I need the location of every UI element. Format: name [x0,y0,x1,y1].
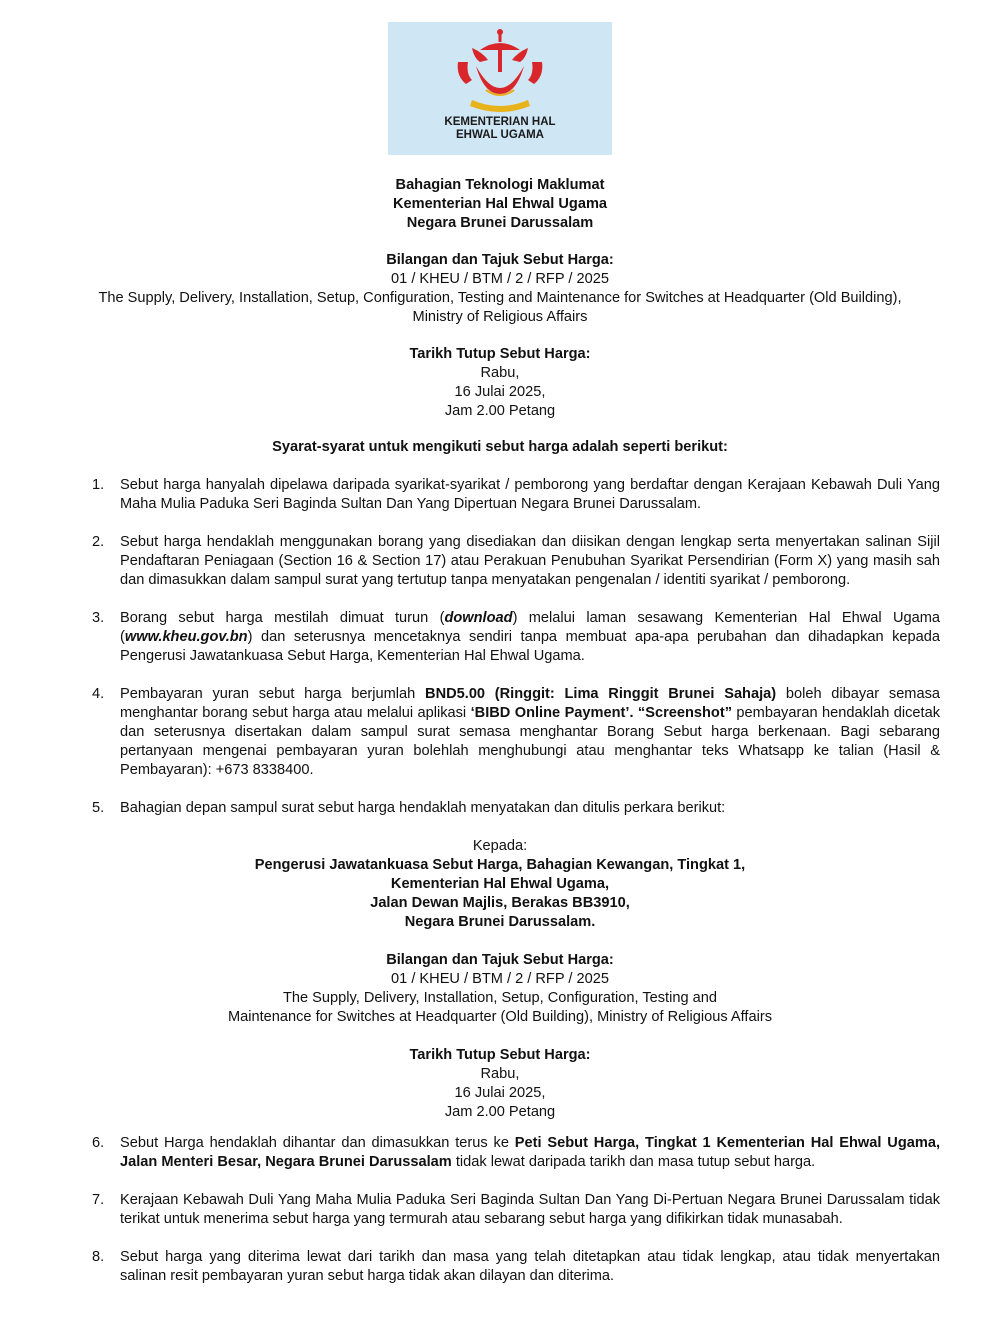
conditions-list [60,476,940,1286]
item-number: 4. [92,686,105,702]
item-text: Bahagian depan sampul surat sebut harga hendaklah menyatakan dan ditulis perkara berikut: [120,800,726,816]
item-number: 8. [92,1249,105,1265]
item-text: ) melalui laman sesawang Kementerian Hal Ehwal Ugama ( [120,610,940,645]
header-department: Bahagian Teknologi Maklumat [395,177,605,193]
item-text: tidak lewat daripada tarikh dan masa tutup sebut harga. [451,1154,816,1170]
item-text: Kerajaan Kebawah Duli Yang Maha Mulia Paduka Seri Baginda Sultan Dan Yang Di-Pertuan Negara Brunei Darussalam tidak terikat untuk menerima sebut harga yang termurah atau sebarang sebut harga yang difikirkan tidak munasabah. [120,1192,940,1227]
website-link[interactable]: www.kheu.gov.bn [124,629,248,645]
envelope-closing-date: 16 Julai 2025, [454,1085,546,1101]
list-item [60,1191,940,1229]
item-text: Sebut harga hendaklah menggunakan borang yang disediakan dan diisikan dengan lengkap serta menyertakan salinan Sijil Pendaftaran Peniagaan (Section 16 & Section 17) atau Perakuan Penubuhan Syarikat Persendirian (Form X) yang masih sah dan dimasukkan dalam sampul surat yang tertutup tanpa menyatakan pengenalan / identiti syarikat / pemborong. [120,534,940,588]
envelope-closing-time: Jam 2.00 Petang [444,1104,556,1120]
envelope-address-line2: Kementerian Hal Ehwal Ugama, [390,876,610,892]
header-ministry: Kementerian Hal Ehwal Ugama [392,196,608,212]
envelope-quotation-number: 01 / KHEU / BTM / 2 / RFP / 2025 [391,971,609,987]
ministry-logo [388,22,612,155]
item-text: ) dan seterusnya mencetaknya sendiri tanpa membuat apa-apa perubahan dan dihadapkan kepada Pengerusi Jawatankuasa Sebut Harga, Kementerian Hal Ehwal Ugama. [120,629,940,664]
logo-text-line2: EHWAL UGAMA [456,129,544,141]
item-text: pembayaran hendaklah dicetak dan seterusnya disertakan dalam sampul surat semasa menghantar Borang Sebut harga berkenaan. Bagi sebarang pertanyaan mengenai pembayaran yuran bolehlah menghubungi atau menghantar teks Whatsapp ke talian (Hasil & Pembayaran): +673 8338400. [120,705,940,778]
quotation-info [40,251,960,327]
list-item [60,533,940,590]
envelope-title-line1: The Supply, Delivery, Installation, Setup, Configuration, Testing and [282,990,717,1006]
list-item [60,799,940,818]
envelope-address-line1: Pengerusi Jawatankuasa Sebut Harga, Bahagian Kewangan, Tingkat 1, [254,857,746,873]
payment-app: ‘BIBD Online Payment’. “Screenshot” [470,705,733,721]
item-text: Borang sebut harga mestilah dimuat turun ( [120,610,445,626]
submission-box-location: Peti Sebut Harga, Tingkat 1 Kementerian Hal Ehwal Ugama, Jalan Menteri Besar, Negara Brunei Darussalam [120,1135,940,1170]
quotation-title-line2: Ministry of Religious Affairs [412,309,588,325]
closing-date: 16 Julai 2025, [454,384,546,400]
item-number: 6. [92,1135,105,1151]
item-text: Pembayaran yuran sebut harga berjumlah [120,686,426,702]
envelope-quotation-label: Bilangan dan Tajuk Sebut Harga: [386,952,614,968]
download-term: download [444,610,513,626]
item-text: boleh dibayar semasa menghantar borang sebut harga atau melalui aplikasi [120,686,940,721]
item-number: 1. [92,477,105,493]
envelope-kepada: Kepada: [472,838,528,854]
item-text: Sebut Harga hendaklah dihantar dan dimasukkan terus ke [120,1135,515,1151]
fee-amount: BND5.00 (Ringgit: Lima Ringgit Brunei Sahaja) [425,686,777,702]
item-text: Sebut harga yang diterima lewat dari tarikh dan masa yang telah ditetapkan atau tidak lengkap, atau tidak menyertakan salinan resit pembayaran yuran sebut harga tidak akan dilayan dan diterima. [120,1249,940,1284]
item-number: 2. [92,534,105,550]
item-number: 3. [92,610,105,626]
quotation-title-line1: The Supply, Delivery, Installation, Setup, Configuration, Testing and Maintenance for Switches at Headquarter (Old Building), [98,290,902,306]
envelope-address-line4: Negara Brunei Darussalam. [404,914,596,930]
item-number: 5. [92,800,105,816]
document-header [60,176,940,233]
list-item [60,476,940,514]
envelope-address [60,837,940,1122]
item-number: 7. [92,1192,105,1208]
logo-text-line1: KEMENTERIAN HAL [444,116,556,128]
header-country: Negara Brunei Darussalam [406,215,594,231]
envelope-address-line3: Jalan Dewan Majlis, Berakas BB3910, [370,895,630,911]
quotation-number: 01 / KHEU / BTM / 2 / RFP / 2025 [391,271,609,287]
envelope-closing-day: Rabu, [480,1066,520,1082]
list-item [60,685,940,780]
conditions-heading: Syarat-syarat untuk mengikuti sebut harga adalah seperti berikut: [272,439,728,455]
quotation-label: Bilangan dan Tajuk Sebut Harga: [386,252,614,268]
item-text: Sebut harga hanyalah dipelawa daripada syarikat-syarikat / pemborong yang berdaftar dengan Kerajaan Kebawah Duli Yang Maha Mulia Paduka Seri Baginda Sultan Dan Yang Dipertuan Negara Brunei Darussalam. [120,477,940,512]
list-item [60,1248,940,1286]
closing-date-block [60,345,940,421]
brunei-crest-icon [450,28,550,114]
envelope-title-line2: Maintenance for Switches at Headquarter (Old Building), Ministry of Religious Affairs [227,1009,772,1025]
list-item [60,609,940,666]
envelope-closing-label: Tarikh Tutup Sebut Harga: [409,1047,591,1063]
list-item [60,1134,940,1172]
closing-time: Jam 2.00 Petang [444,403,556,419]
closing-label: Tarikh Tutup Sebut Harga: [409,346,591,362]
closing-day: Rabu, [480,365,520,381]
